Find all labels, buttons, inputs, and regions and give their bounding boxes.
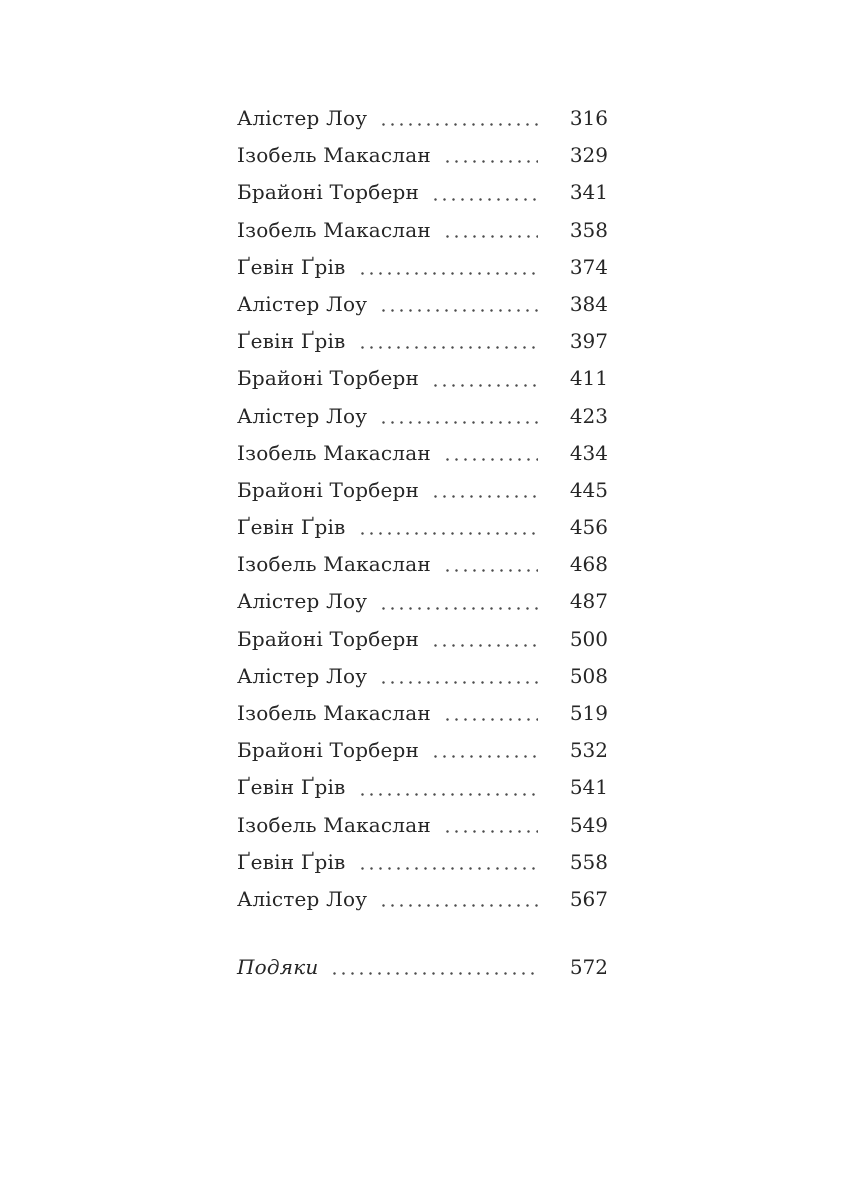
toc-entry-page-number: 445 <box>569 477 608 502</box>
dot-leader <box>444 546 538 583</box>
toc-entry <box>237 174 608 211</box>
toc-entry-acknowledgments <box>237 949 608 986</box>
toc-entry-page-number: 384 <box>569 291 608 316</box>
toc-entry-page-number: 541 <box>569 775 608 800</box>
dot-leader <box>380 583 538 620</box>
toc-entry-title: Брайоні Торберн <box>237 366 420 391</box>
dot-leader <box>432 621 538 658</box>
toc-entry <box>237 583 608 620</box>
dot-leader <box>331 949 538 986</box>
dot-leader <box>359 323 538 360</box>
toc-entry <box>237 881 608 918</box>
toc-entry-page-number: 397 <box>569 329 608 354</box>
toc-entry-page-number: 341 <box>569 180 608 205</box>
toc-entry <box>237 323 608 360</box>
dot-leader <box>444 435 538 472</box>
toc-entry-title: Алістер Лоу <box>237 106 368 130</box>
toc-entry <box>237 509 608 546</box>
toc-entry-title: Алістер Лоу <box>237 886 368 911</box>
toc-entry <box>237 695 608 732</box>
toc-entry-title: Ґевін Ґрів <box>237 254 346 279</box>
toc-entry <box>237 472 608 509</box>
toc-entry-page-number: 572 <box>569 955 608 980</box>
toc-entry <box>237 844 608 881</box>
toc-entry-title: Алістер Лоу <box>237 589 368 614</box>
toc-entry-page-number: 411 <box>569 366 608 391</box>
dot-leader <box>432 732 538 769</box>
toc-entry-page-number: 549 <box>569 812 608 837</box>
toc-entry-title: Ґевін Ґрів <box>237 329 346 354</box>
toc-entry-title: Алістер Лоу <box>237 403 368 428</box>
dot-leader <box>432 174 538 211</box>
toc-entry-page-number: 358 <box>569 217 608 242</box>
toc-entry-page-number: 558 <box>569 849 608 874</box>
dot-leader <box>359 509 538 546</box>
toc-entry-page-number: 456 <box>569 515 608 540</box>
toc-entry-page-number: 567 <box>569 886 608 911</box>
dot-leader <box>359 844 538 881</box>
dot-leader <box>444 695 538 732</box>
toc-entry-title: Брайоні Торберн <box>237 477 420 502</box>
toc-entry-page-number: 423 <box>569 403 608 428</box>
dot-leader <box>380 398 538 435</box>
dot-leader <box>444 212 538 249</box>
toc-entry <box>237 360 608 397</box>
toc-entry-title: Ґевін Ґрів <box>237 849 346 874</box>
toc-entry-page-number: 316 <box>569 106 608 130</box>
toc-entry-title: Ізобель Макаслан <box>237 440 431 465</box>
toc-entry-page-number: 532 <box>569 738 608 763</box>
toc-entry <box>237 769 608 806</box>
toc-entry-title: Брайоні Торберн <box>237 626 420 651</box>
toc-entry <box>237 212 608 249</box>
toc-entry <box>237 732 608 769</box>
dot-leader <box>444 137 538 174</box>
toc-entry-page-number: 374 <box>569 254 608 279</box>
dot-leader <box>359 249 538 286</box>
toc-entry-list <box>237 100 608 918</box>
toc-entry-title: Брайоні Торберн <box>237 738 420 763</box>
toc-entry <box>237 658 608 695</box>
dot-leader <box>380 881 538 918</box>
toc-entry-page-number: 500 <box>569 626 608 651</box>
dot-leader <box>380 286 538 323</box>
toc-entry-title: Ізобель Макаслан <box>237 812 431 837</box>
dot-leader <box>432 360 538 397</box>
dot-leader <box>432 472 538 509</box>
toc-entry-title: Ізобель Макаслан <box>237 552 431 577</box>
toc-entry-title: Ізобель Макаслан <box>237 701 431 725</box>
toc-entry-title: Алістер Лоу <box>237 663 368 688</box>
toc-entry <box>237 100 608 137</box>
toc-entry-title: Брайоні Торберн <box>237 180 420 205</box>
toc-entry-page-number: 329 <box>569 143 608 168</box>
toc-entry <box>237 807 608 844</box>
toc-entry-page-number: 519 <box>569 701 608 725</box>
dot-leader <box>380 658 538 695</box>
toc-entry-title: Ґевін Ґрів <box>237 775 346 800</box>
toc-entry-page-number: 468 <box>569 552 608 577</box>
toc-entry <box>237 249 608 286</box>
toc-entry-page-number: 508 <box>569 663 608 688</box>
dot-leader <box>444 807 538 844</box>
dot-leader <box>359 769 538 806</box>
toc-entry-page-number: 434 <box>569 440 608 465</box>
toc-entry-title: Алістер Лоу <box>237 291 368 316</box>
toc-entry-page-number: 487 <box>569 589 608 614</box>
toc-entry <box>237 621 608 658</box>
toc-entry-title: Ізобель Макаслан <box>237 217 431 242</box>
dot-leader <box>380 100 538 137</box>
toc-entry-title: Ізобель Макаслан <box>237 143 431 168</box>
toc-entry <box>237 546 608 583</box>
toc-entry <box>237 435 608 472</box>
toc-entry-title: Подяки <box>237 955 319 980</box>
toc-entry-title: Ґевін Ґрів <box>237 515 346 540</box>
toc-entry <box>237 398 608 435</box>
toc-entry <box>237 137 608 174</box>
toc-entry <box>237 286 608 323</box>
table-of-contents <box>237 100 608 986</box>
